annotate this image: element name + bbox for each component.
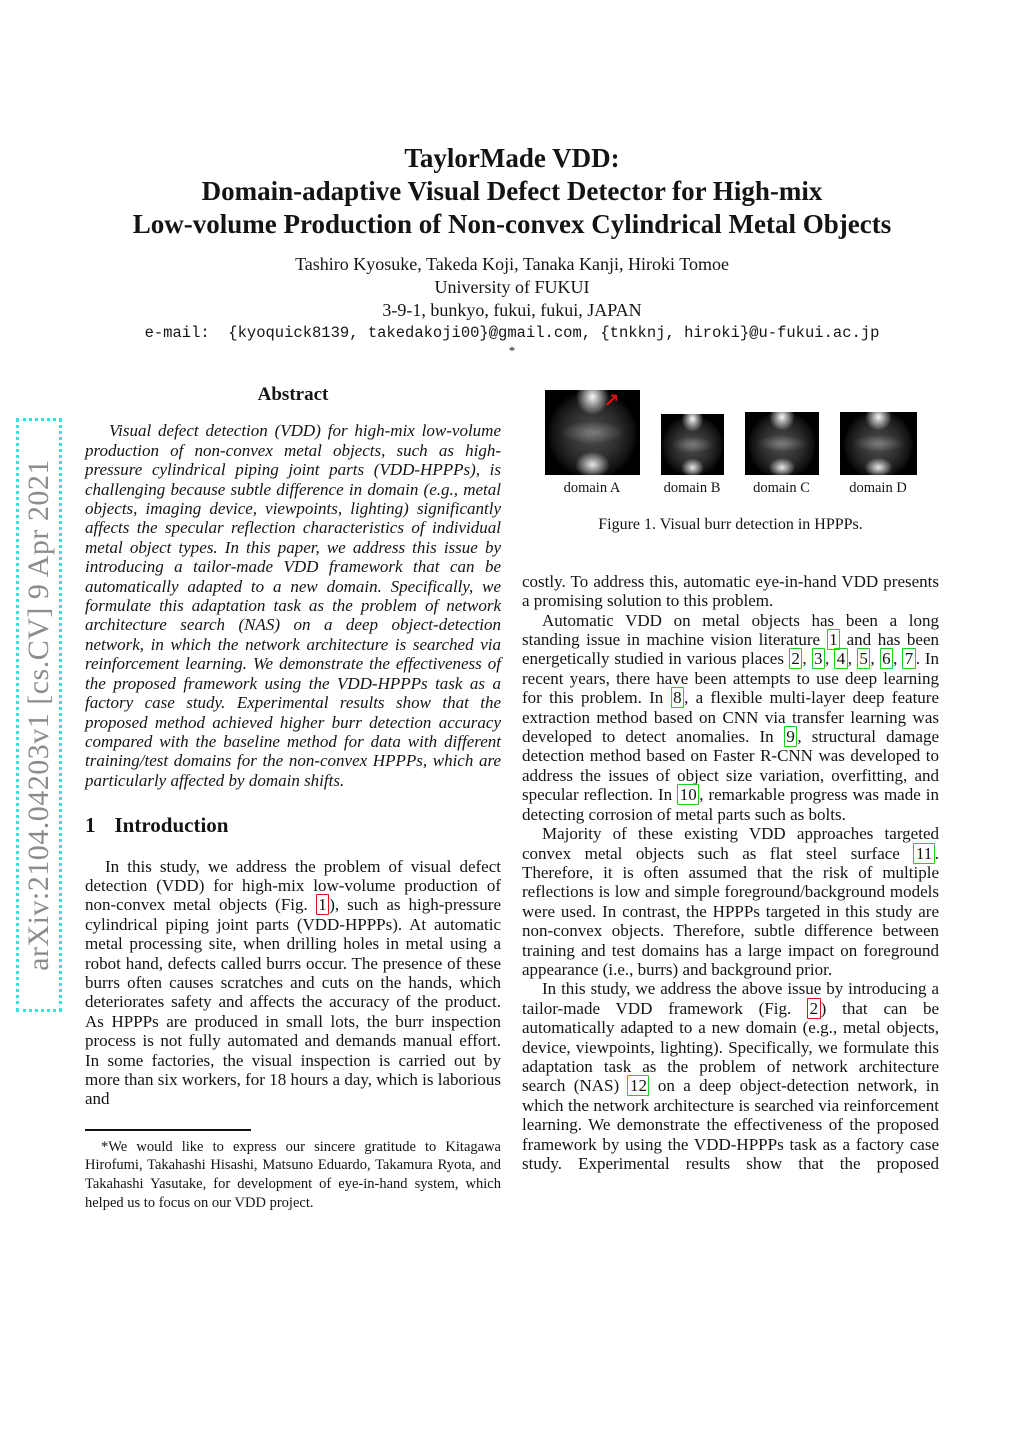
figure-reference-link[interactable]: 2	[807, 998, 821, 1019]
paper-header	[0, 142, 1024, 357]
domain-a-image	[545, 390, 640, 475]
figure-label: domain D	[849, 480, 907, 496]
paragraph: costly. To address this, automatic eye-in-hand VDD presents a promising solution to this problem.	[522, 571, 939, 611]
citation-link[interactable]: 4	[834, 648, 848, 669]
paper-title-line-3: Low-volume Production of Non-convex Cylindrical Metal Objects	[132, 209, 892, 239]
paper-title-line-2: Domain-adaptive Visual Defect Detector for High-mix	[201, 176, 823, 206]
paragraph: Automatic VDD on metal objects has been a long standing issue in machine vision literature 1 and has been energetically studied in various places 2 , 3 , 4 , 5 , 6 , 7 . In recent years, there have been attempts to use deep learning for this problem. In 8 , a flexible multi-layer deep feature extraction method based on CNN via transfer learning was developed to detect anomalies. In 9 , structural damage detection method based on Faster R-CNN was developed to address the issues of object size variation, overfitting, and specular reflection. In 10 , remarkable progress was made in detecting corrosion of metal parts such as bolts.	[522, 610, 940, 824]
citation-link[interactable]: 3	[812, 648, 826, 669]
figure-1-item-domain-d	[840, 412, 917, 498]
paper-title-line-1: TaylorMade VDD:	[404, 143, 620, 173]
burr-arrow-icon: ↗	[603, 390, 620, 412]
abstract-heading: Abstract	[257, 384, 329, 405]
left-column	[85, 385, 501, 1212]
figure-1-item-domain-c	[745, 412, 819, 498]
figure-label: domain B	[663, 480, 721, 496]
figure-label: domain C	[753, 480, 810, 496]
paragraph: In this study, we address the above issue by introducing a tailor-made VDD framework (Fig. 2 ) that can be automatically adapted to a new domain (e.g., metal objects, device, viewpoints, lighting). Specifically, we formulate this adaptation task as the problem of network architecture search (NAS) 12 on a deep object-detection network, in which the network architecture is searched via reinforcement learning. We demonstrate the effectiveness of the proposed framework by using the VDD-HPPPs task as a factory case study. Experimental results show that the proposed	[522, 979, 940, 1173]
citation-link[interactable]: 10	[677, 784, 699, 805]
figure-1	[522, 390, 939, 535]
citation-link[interactable]: 5	[857, 648, 871, 669]
domain-c-image	[745, 412, 819, 475]
domain-b-image	[661, 414, 724, 475]
address: 3-9-1, bunkyo, fukui, fukui, JAPAN	[382, 300, 642, 320]
right-column	[522, 388, 939, 1173]
figure-1-item-domain-a	[545, 390, 640, 498]
figure-label: domain A	[563, 480, 621, 496]
author-list: Tashiro Kyosuke, Takeda Koji, Tanaka Kanji, Hiroki Tomoe	[295, 254, 729, 274]
citation-link[interactable]: 9	[784, 726, 798, 747]
thanks-footnote-marker: *	[508, 343, 516, 358]
abstract-text: Visual defect detection (VDD) for high-mix low-volume production of non-convex metal objects, such as high-pressure cylindrical piping joint parts (VDD-HPPPs), is challenging because subtle difference in domain (e.g., metal objects, imaging device, viewpoints, lighting) significantly affects the specular reflection characteristics of individual metal object types. In this paper, we address this issue by introducing a tailor-made VDD framework that can be automatically adapted to a new domain. Specifically, we formulate this adaptation task as the problem of network architecture search (NAS) on a deep object-detection network, in which the network architecture is searched via reinforcement learning. We demonstrate the effectiveness of the proposed framework using the VDD-HPPPs task as a factory case study. Experimental results show that the proposed method achieved higher burr detection accuracy compared with the baseline method for data with different training/test domains for the non-convex HPPPs, which are particularly affected by domain shifts.	[85, 421, 501, 790]
email-line: e-mail: {kyoquick8139, takedakoji00}@gmail.com, {tnkknj, hiroki}@u-fukui.ac.jp	[144, 324, 880, 342]
citation-link[interactable]: 11	[913, 843, 934, 864]
citation-link[interactable]: 6	[880, 648, 894, 669]
introduction-paragraph: In this study, we address the problem of visual defect detection (VDD) for high-mix low-volume production of non-convex metal objects (Fig. 1 ), such as high-pressure cylindrical piping joint parts (VDD-HPPPs). At automatic metal processing site, when drilling holes in metal using a robot hand, defects called burrs occur. The presence of these burrs often causes scratches and cuts on the hands, which deteriorates safety and affects the accuracy of the product. As HPPPs are produced in small lots, the burr inspection process is not fully automated and demands manual effort. In some factories, the visual inspection is carried out by more than six workers, for 18 hours a day, which is laborious and	[85, 856, 501, 1109]
footnote-text: *We would like to express our sincere gratitude to Kitagawa Hirofumi, Takahashi Hisashi, Matsuno Eduardo, Takamura Ryota, and Takahashi Yasutake, for development of eye-in-hand system, which helped us to focus on our VDD project.	[85, 1138, 501, 1211]
footnote-rule	[85, 1129, 251, 1131]
domain-d-image	[840, 412, 917, 475]
citation-link[interactable]: 12	[627, 1075, 649, 1096]
paragraph: Majority of these existing VDD approaches targeted convex metal objects such as flat steel surface 11 . Therefore, it is often assumed that the risk of multiple reflections is low and simple foreground/background models were used. In contrast, the HPPPs targeted in this study are non-convex objects. Therefore, subtle difference between training and test domains has a large impact on foreground appearance (i.e., burrs) and background prior.	[522, 824, 939, 979]
figure-1-caption: Figure 1. Visual burr detection in HPPPs.	[598, 516, 863, 534]
citation-link[interactable]: 7	[902, 648, 916, 669]
affiliation: University of FUKUI	[434, 277, 590, 297]
arxiv-watermark-text: arXiv:2104.04203v1 [cs.CV] 9 Apr 2021	[22, 459, 55, 971]
citation-link[interactable]: 2	[789, 648, 803, 669]
section-title: Introduction	[114, 813, 229, 838]
section-heading-introduction	[85, 813, 501, 838]
figure-1-images	[545, 390, 917, 498]
figure-reference-link[interactable]: 1	[316, 894, 330, 915]
citation-link[interactable]: 1	[827, 629, 841, 650]
right-column-text	[522, 572, 939, 1174]
citation-link[interactable]: 8	[671, 687, 685, 708]
arxiv-watermark	[16, 418, 62, 1012]
section-number: 1	[85, 813, 96, 838]
figure-1-item-domain-b	[661, 414, 724, 498]
footnote-block	[85, 1129, 501, 1212]
